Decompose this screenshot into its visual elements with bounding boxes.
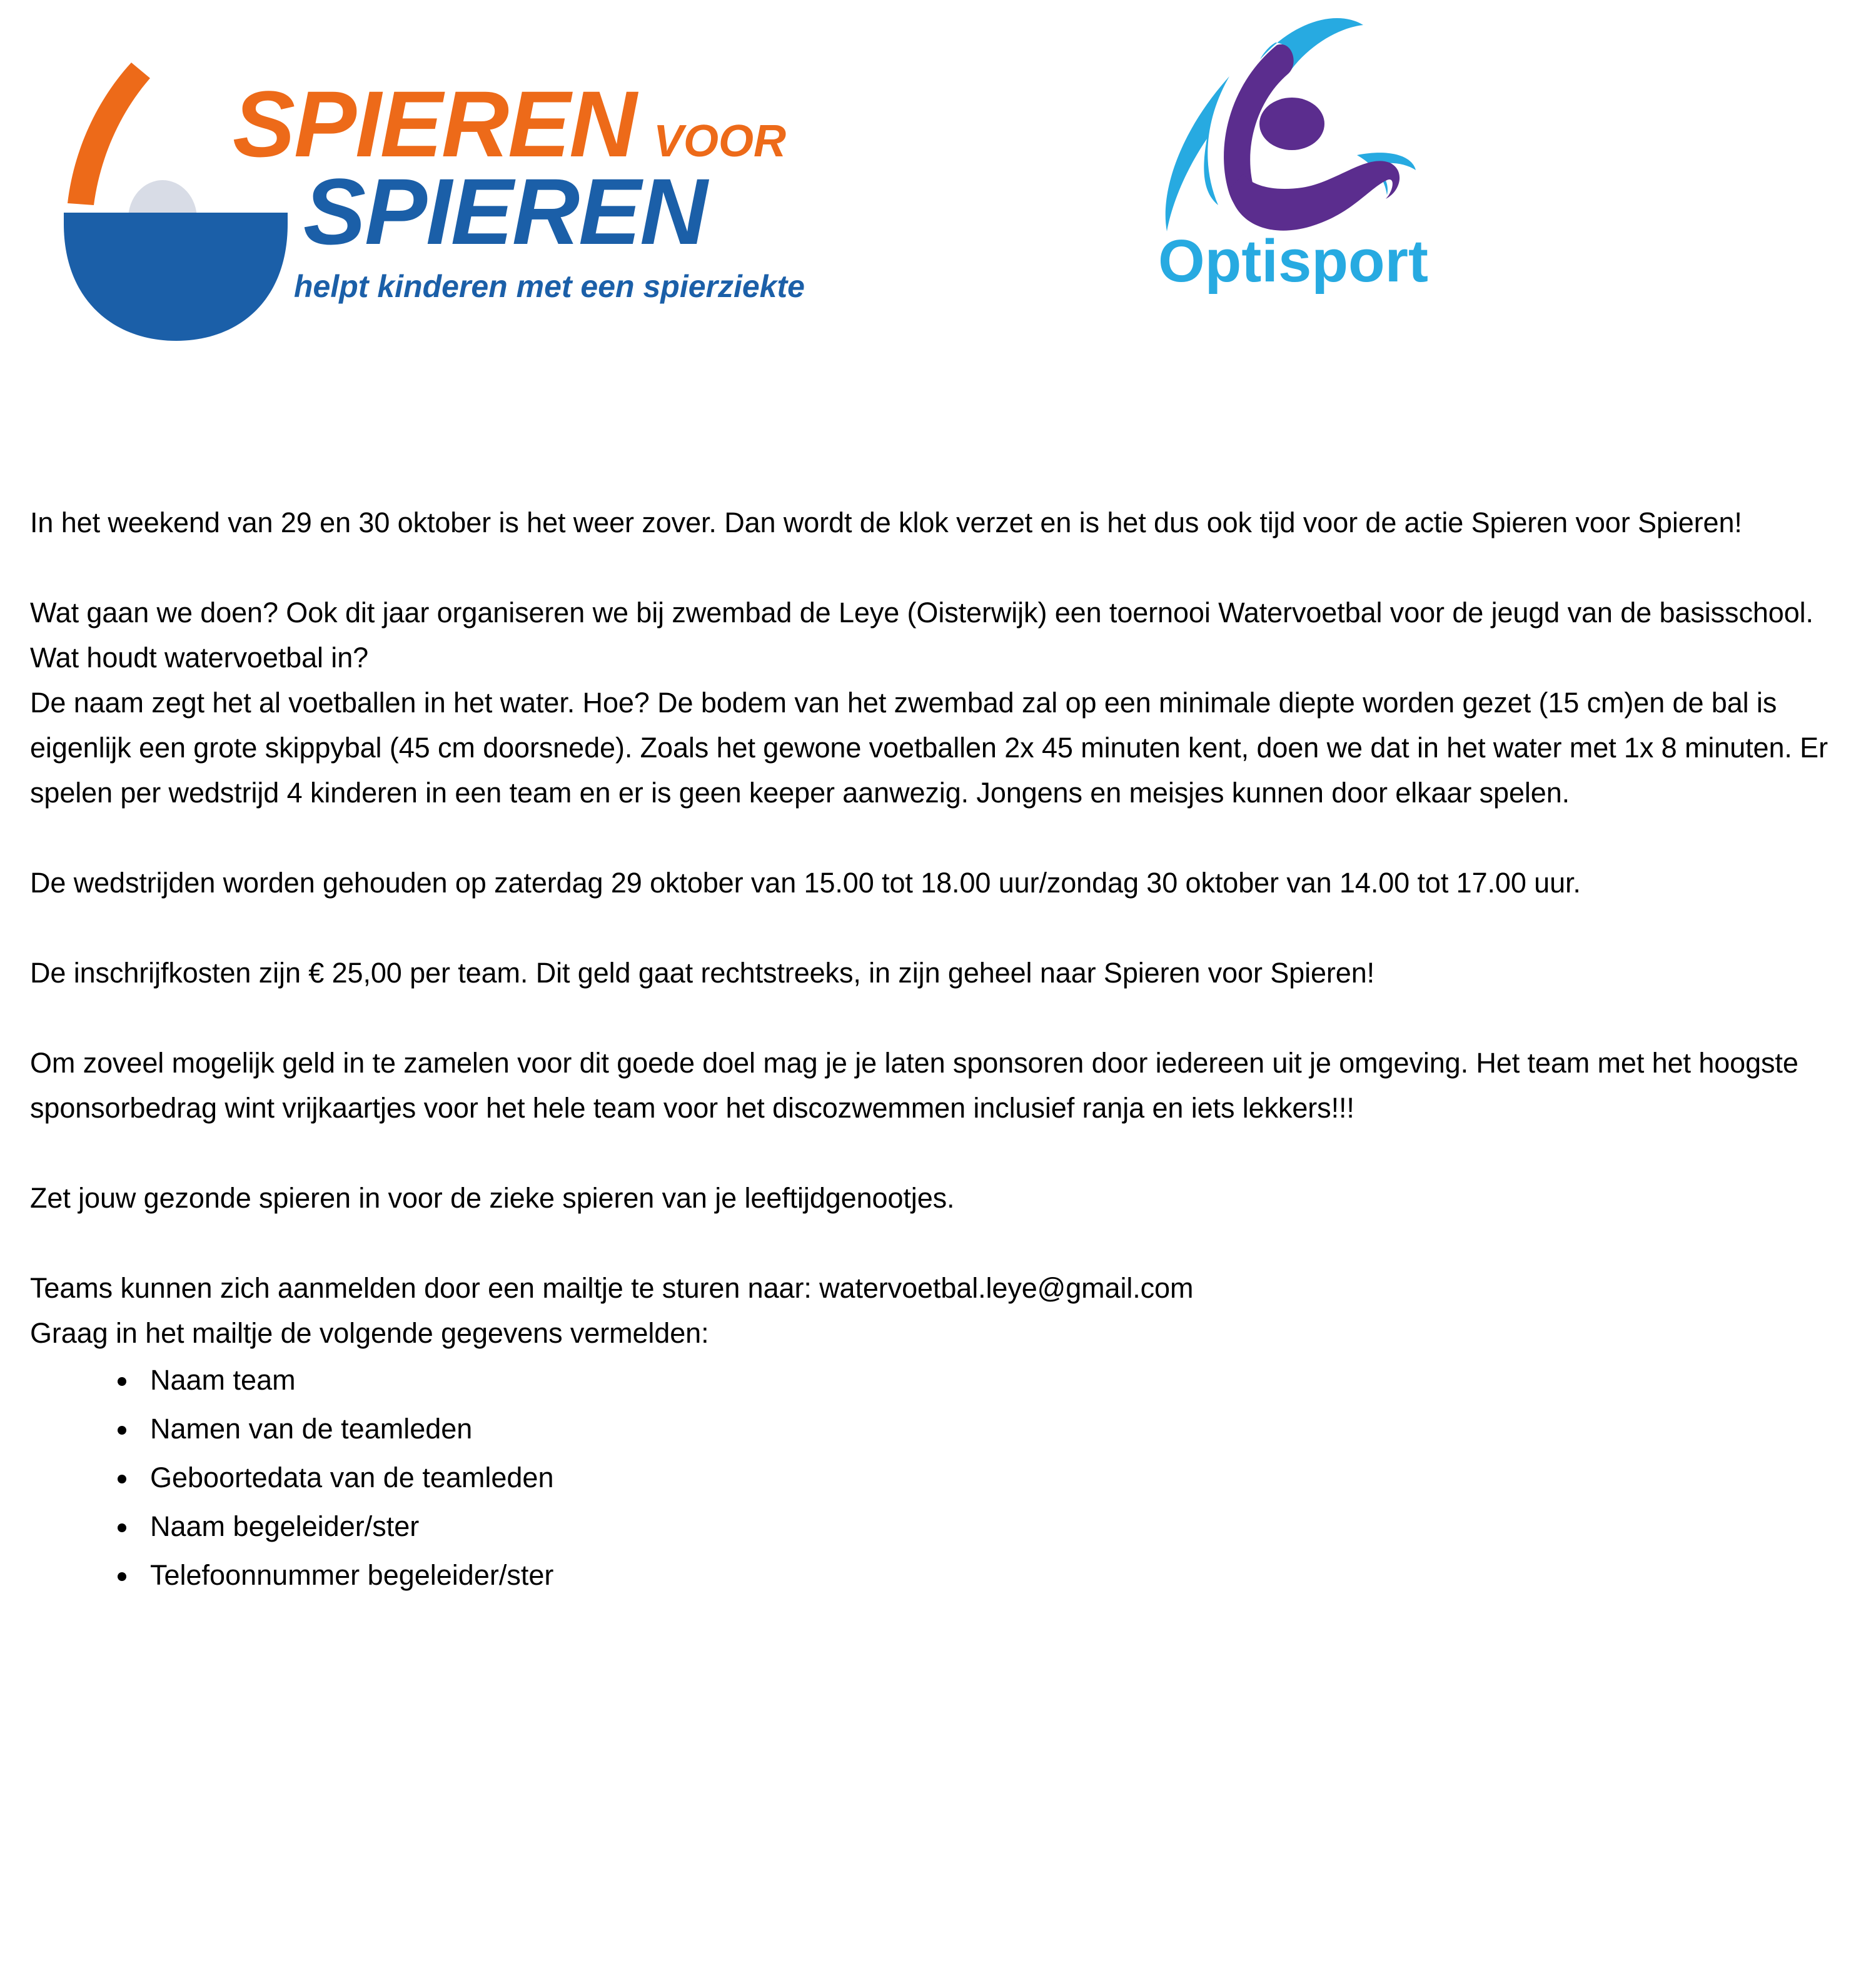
document-body	[30, 500, 1850, 1600]
paragraph-fee: De inschrijfkosten zijn € 25,00 per team. Dit geld gaat rechtstreeks, in zijn geheel naar Spieren voor Spieren!	[30, 957, 1375, 989]
logo-tagline: helpt kinderen met een spierziekte	[294, 269, 805, 304]
list-item	[30, 1405, 1850, 1453]
spacer	[30, 996, 1850, 1041]
optisport-logo	[1107, 6, 1457, 294]
list-item-label: Telefoonnummer begeleider/ster	[150, 1559, 554, 1591]
spacer	[30, 1131, 1850, 1176]
list-item	[30, 1453, 1850, 1502]
paragraph-what-we-do: Wat gaan we doen? Ook dit jaar organiseren we bij zwembad de Leye (Oisterwijk) een toernooi Watervoetbal voor de jeugd van de basisschool. Wat houdt watervoetbal in?	[30, 597, 1813, 674]
paragraph-details-intro: Graag in het mailtje de volgende gegevens vermelden:	[30, 1317, 709, 1349]
list-item-label: Namen van de teamleden	[150, 1413, 473, 1445]
logo-blue-bowl	[64, 213, 288, 341]
logo-orange-arc	[68, 63, 150, 205]
paragraph-callout: Zet jouw gezonde spieren in voor de zieke spieren van je leeftijdgenootjes.	[30, 1182, 955, 1214]
list-item	[30, 1502, 1850, 1551]
bullet-dot-icon	[118, 1475, 126, 1483]
spacer	[30, 906, 1850, 951]
paragraph-signup: Teams kunnen zich aanmelden door een mailtje te sturen naar: watervoetbal.leye@gmail.com	[30, 1272, 1194, 1304]
paragraph-sponsoring: Om zoveel mogelijk geld in te zamelen voor dit goede doel mag je je laten sponsoren door iedereen uit je omgeving. Het team met het hoogste sponsorbedrag wint vrijkaartjes voor het hele team voor het discozwemmen inclusief ranja en iets lekkers!!!	[30, 1047, 1798, 1124]
logo-text-voor: VOOR	[653, 116, 787, 166]
spieren-voor-spieren-logo	[38, 56, 813, 344]
spacer	[30, 1221, 1850, 1266]
bullet-dot-icon	[118, 1572, 126, 1581]
list-item-label: Naam team	[150, 1364, 296, 1396]
optisport-cyan-swoosh-left	[1166, 76, 1229, 231]
spacer	[30, 545, 1850, 590]
paragraph-rules: De naam zegt het al voetballen in het water. Hoe? De bodem van het zwembad zal op een minimale diepte worden gezet (15 cm)en de bal is eigenlijk een grote skippybal (45 cm doorsnede). Zoals het gewone voetballen 2x 45 minuten kent, doen we dat in het water met 1x 8 minuten. Er spelen per wedstrijd 4 kinderen in een team en er is geen keeper aanwezig. Jongens en meisjes kunnen door elkaar spelen.	[30, 687, 1828, 809]
logo-text-spieren-blue: SPIEREN	[303, 159, 707, 264]
logo-text-spieren-orange: SPIEREN	[233, 71, 636, 176]
list-item	[30, 1356, 1850, 1405]
optisport-figure-head	[1259, 98, 1324, 150]
optisport-wordmark: Optisport	[1158, 228, 1428, 294]
list-item-label: Naam begeleider/ster	[150, 1510, 420, 1542]
list-item-label: Geboortedata van de teamleden	[150, 1462, 554, 1493]
bullet-dot-icon	[118, 1377, 126, 1386]
paragraph-schedule: De wedstrijden worden gehouden op zaterdag 29 oktober van 15.00 tot 18.00 uur/zondag 30 oktober van 14.00 tot 17.00 uur.	[30, 867, 1581, 899]
logo-header-row	[0, 0, 1876, 350]
list-item	[30, 1551, 1850, 1600]
signup-details-list	[30, 1356, 1850, 1600]
optisport-figure-body	[1229, 161, 1399, 230]
paragraph-intro: In het weekend van 29 en 30 oktober is het weer zover. Dan wordt de klok verzet en is het dus ook tijd voor de actie Spieren voor Spieren!	[30, 507, 1742, 538]
bullet-dot-icon	[118, 1523, 126, 1532]
spacer	[30, 816, 1850, 861]
bullet-dot-icon	[118, 1426, 126, 1435]
